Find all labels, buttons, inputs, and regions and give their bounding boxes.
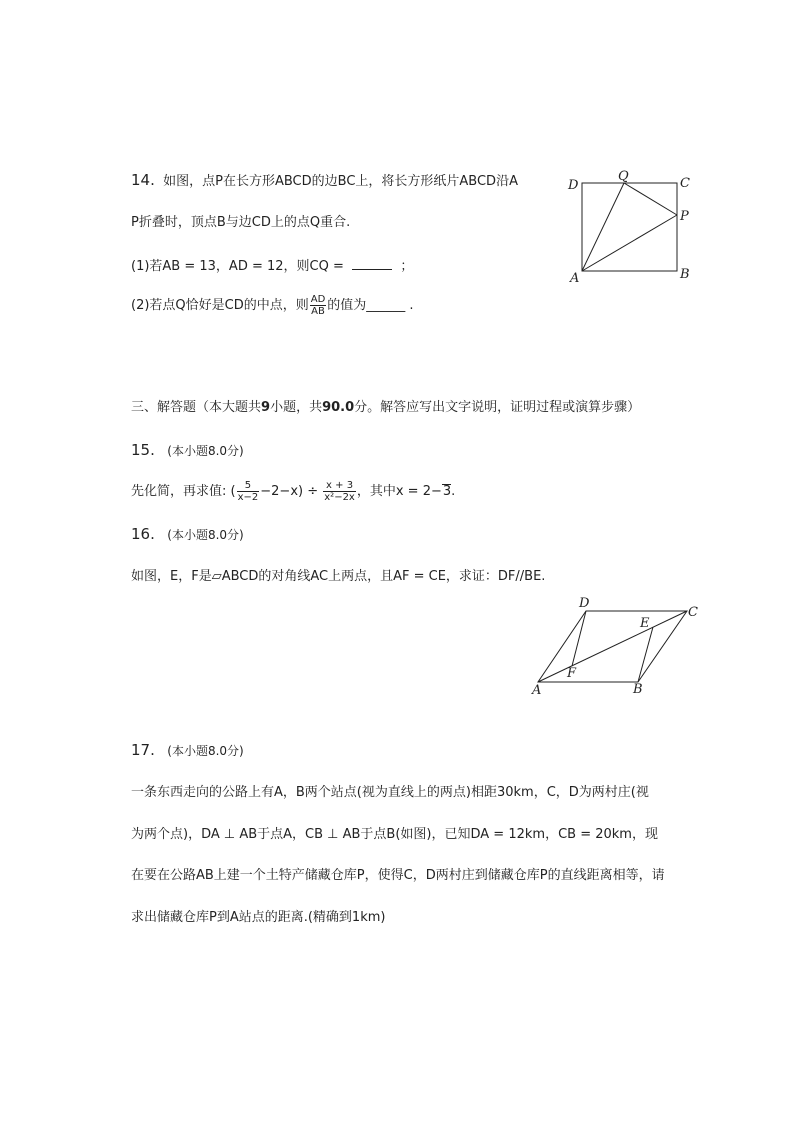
q15-text-suffix: ，其中x = 2− — [356, 484, 442, 499]
q15-mid: −2−x) ÷ — [260, 484, 319, 499]
section3-score: 90.0 — [322, 400, 355, 415]
q16-label-d: D — [579, 596, 590, 611]
q16-label-e: E — [640, 616, 650, 631]
q14-part1-blank — [352, 257, 392, 270]
q15-fraction-1: $\frac{5}{x-2}$ — [237, 480, 259, 503]
q15-number: 15. — [131, 441, 155, 459]
q14-line2: P折叠时，顶点B与边CD上的点Q重合. — [131, 215, 351, 230]
q14-line1: 如图，点P在长方形ABCD的边BC上，将长方形纸片ABCD沿A — [163, 174, 518, 189]
q14-rect-abcd — [582, 183, 677, 271]
q14-part2-text: (2)若点Q恰好是CD的中点，则 — [131, 298, 309, 313]
q17-number: 17. — [131, 741, 155, 759]
q15-header — [131, 442, 244, 460]
q17-line-4: 求出储藏仓库P到A站点的距离.(精确到1km) — [131, 910, 386, 925]
section3-mid: 小题，共 — [270, 400, 323, 415]
q16-label-a: A — [532, 683, 542, 698]
q14-part2 — [131, 294, 414, 318]
section3-prefix: 三、解答题（本大题共 — [131, 400, 262, 415]
q16-number: 16. — [131, 525, 155, 543]
q16-label-b: B — [633, 682, 643, 697]
q17-line-3: 在要在公路AB上建一个土特产储藏仓库P，使得C，D两村庄到储藏仓库P的直线距离相等，请 — [131, 868, 665, 883]
q14-label-a: A — [570, 271, 580, 286]
q16-line-df — [572, 611, 586, 666]
q14-question — [131, 172, 518, 190]
q15-expression — [131, 479, 455, 505]
q16-label-f: F — [567, 666, 577, 681]
q16-points: (本小题8.0分) — [167, 528, 244, 542]
q14-label-c: C — [680, 176, 690, 191]
q14-label-d: D — [568, 178, 579, 193]
q16-parallelogram-figure — [525, 595, 705, 700]
q15-points: (本小题8.0分) — [167, 444, 244, 458]
q14-part1 — [131, 257, 413, 275]
q15-text-prefix: 先化简，再求值: ( — [131, 484, 236, 499]
q14-label-b: B — [680, 267, 690, 282]
q15-end: . — [451, 484, 456, 499]
q16-line-be — [638, 627, 653, 682]
q14-label-p: P — [680, 209, 689, 224]
q16-text: 如图，E，F是▱ABCD的对角线AC上两点，且AF = CE，求证：DF//BE. — [131, 569, 546, 584]
section3-count: 9 — [261, 400, 271, 415]
q17-header — [131, 742, 244, 760]
q14-line-ap — [582, 215, 677, 271]
q17-line-2: 为两个点)，DA ⊥ AB于点A，CB ⊥ AB于点B(如图)，已知DA = 12km，CB = 20km，现 — [131, 827, 658, 842]
section3-header — [131, 400, 640, 416]
q17-points: (本小题8.0分) — [167, 744, 244, 758]
q17-line-1: 一条东西走向的公路上有A，B两个站点(视为直线上的两点)相距30km，C，D为两村庄(视 — [131, 785, 649, 800]
q14-number: 14. — [131, 171, 155, 189]
q16-diagonal-ac — [538, 611, 687, 682]
q16-header — [131, 526, 244, 544]
q15-sqrt-value: 3 — [442, 484, 452, 499]
q14-label-q: Q — [618, 169, 629, 184]
q14-part1-text: (1)若AB = 13，AD = 12，则CQ = — [131, 259, 344, 274]
q14-line-qp — [624, 183, 677, 215]
q14-rectangle-figure — [560, 165, 700, 290]
q14-part2-suffix: 的值为______ . — [327, 298, 414, 313]
q15-fraction-2: $\frac{x + 3}{\text{x²−2x}}$ — [324, 480, 355, 503]
q14-part1-suffix: ； — [400, 259, 414, 274]
q16-label-c: C — [688, 605, 698, 620]
section3-suffix: 分。解答应写出文字说明，证明过程或演算步骤） — [354, 400, 641, 415]
q14-line-aq — [582, 183, 624, 271]
q14-part2-fraction: $\frac{AD}{AB}$ — [310, 294, 326, 317]
